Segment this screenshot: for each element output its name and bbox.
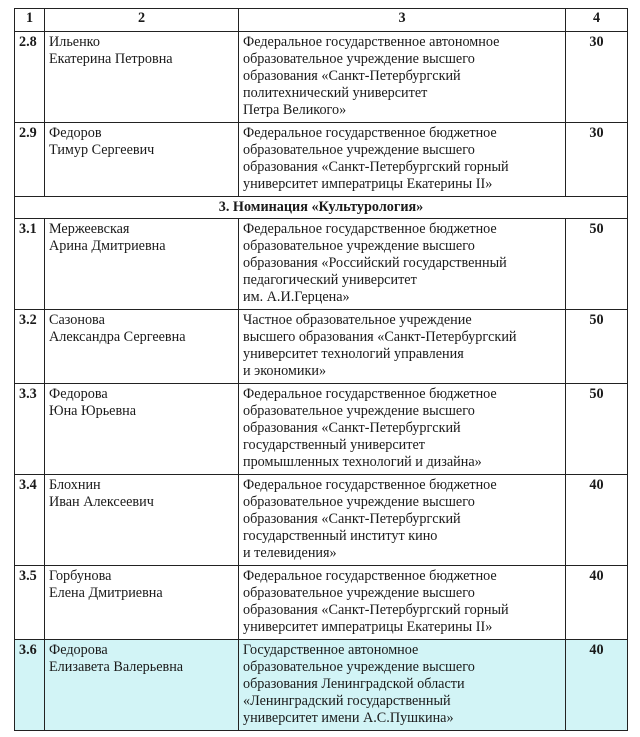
given-names: Арина Дмитриевна xyxy=(49,238,166,254)
row-number: 3.6 xyxy=(15,640,45,731)
table-row-highlighted xyxy=(15,640,628,731)
table-row xyxy=(15,566,628,640)
participant-name xyxy=(45,32,239,123)
header-col-2: 2 xyxy=(45,9,239,32)
score: 40 xyxy=(566,640,628,731)
row-number: 3.2 xyxy=(15,310,45,384)
participant-name xyxy=(45,384,239,475)
org-line: образования «Санкт-Петербургский xyxy=(243,420,461,436)
org-line: образовательное учреждение высшего xyxy=(243,494,475,510)
org-line: образовательное учреждение высшего xyxy=(243,238,475,254)
header-row xyxy=(15,9,628,32)
table-row xyxy=(15,123,628,197)
org-line: «Ленинградский государственный xyxy=(243,693,451,709)
org-line: Частное образовательное учреждение xyxy=(243,312,472,328)
org-line: образования «Санкт-Петербургский горный xyxy=(243,602,509,618)
org-line: Федеральное государственное бюджетное xyxy=(243,386,497,402)
org-line: образования «Санкт-Петербургский горный xyxy=(243,159,509,175)
score: 50 xyxy=(566,219,628,310)
row-number: 3.5 xyxy=(15,566,45,640)
results-table xyxy=(14,8,628,731)
org-line: образовательное учреждение высшего xyxy=(243,659,475,675)
org-line: государственный университет xyxy=(243,437,425,453)
given-names: Екатерина Петровна xyxy=(49,51,173,67)
org-line: Государственное автономное xyxy=(243,642,419,658)
score: 40 xyxy=(566,475,628,566)
score: 40 xyxy=(566,566,628,640)
given-names: Иван Алексеевич xyxy=(49,494,154,510)
row-number: 3.4 xyxy=(15,475,45,566)
participant-name xyxy=(45,310,239,384)
org-line: Федеральное государственное бюджетное xyxy=(243,477,497,493)
row-number: 3.3 xyxy=(15,384,45,475)
organization xyxy=(239,123,566,197)
org-line: образования «Российский государственный xyxy=(243,255,507,271)
surname: Мержеевская xyxy=(49,221,130,237)
score: 50 xyxy=(566,310,628,384)
org-line: образования «Санкт-Петербургский xyxy=(243,68,461,84)
surname: Горбунова xyxy=(49,568,112,584)
org-line: образовательное учреждение высшего xyxy=(243,142,475,158)
org-line: и телевидения» xyxy=(243,545,337,561)
org-line: образовательное учреждение высшего xyxy=(243,403,475,419)
row-number: 2.8 xyxy=(15,32,45,123)
surname: Сазонова xyxy=(49,312,105,328)
participant-name xyxy=(45,219,239,310)
org-line: Федеральное государственное автономное xyxy=(243,34,500,50)
participant-name xyxy=(45,123,239,197)
org-line: Федеральное государственное бюджетное xyxy=(243,568,497,584)
org-line: университет технологий управления xyxy=(243,346,464,362)
org-line: университет императрицы Екатерины II» xyxy=(243,619,493,635)
organization xyxy=(239,310,566,384)
org-line: политехнический университет xyxy=(243,85,428,101)
surname: Блохнин xyxy=(49,477,101,493)
participant-name xyxy=(45,640,239,731)
org-line: промышленных технологий и дизайна» xyxy=(243,454,482,470)
given-names: Юна Юрьевна xyxy=(49,403,137,419)
org-line: образования «Санкт-Петербургский xyxy=(243,511,461,527)
org-line: образования Ленинградской области xyxy=(243,676,465,692)
given-names: Елизавета Валерьевна xyxy=(49,659,184,675)
section-row xyxy=(15,197,628,219)
row-number: 2.9 xyxy=(15,123,45,197)
header-col-3: 3 xyxy=(239,9,566,32)
score: 30 xyxy=(566,32,628,123)
org-line: университет имени А.С.Пушкина» xyxy=(243,710,454,726)
score: 50 xyxy=(566,384,628,475)
org-line: Федеральное государственное бюджетное xyxy=(243,221,497,237)
table-row xyxy=(15,310,628,384)
organization xyxy=(239,566,566,640)
surname: Федорова xyxy=(49,642,108,658)
score: 30 xyxy=(566,123,628,197)
given-names: Елена Дмитриевна xyxy=(49,585,163,601)
org-line: высшего образования «Санкт-Петербургский xyxy=(243,329,517,345)
org-line: образовательное учреждение высшего xyxy=(243,51,475,67)
org-line: Федеральное государственное бюджетное xyxy=(243,125,497,141)
given-names: Александра Сергеевна xyxy=(49,329,186,345)
table-row xyxy=(15,384,628,475)
org-line: Петра Великого» xyxy=(243,102,347,118)
organization xyxy=(239,384,566,475)
surname: Федорова xyxy=(49,386,108,402)
organization xyxy=(239,475,566,566)
header-col-1: 1 xyxy=(15,9,45,32)
section-title: 3. Номинация «Культурология» xyxy=(15,197,628,219)
org-line: образовательное учреждение высшего xyxy=(243,585,475,601)
header-col-4: 4 xyxy=(566,9,628,32)
participant-name xyxy=(45,475,239,566)
organization xyxy=(239,219,566,310)
organization xyxy=(239,32,566,123)
row-number: 3.1 xyxy=(15,219,45,310)
org-line: педагогический университет xyxy=(243,272,417,288)
org-line: университет императрицы Екатерины II» xyxy=(243,176,493,192)
table-row xyxy=(15,219,628,310)
participant-name xyxy=(45,566,239,640)
org-line: им. А.И.Герцена» xyxy=(243,289,350,305)
organization xyxy=(239,640,566,731)
surname: Федоров xyxy=(49,125,102,141)
table-row xyxy=(15,475,628,566)
org-line: и экономики» xyxy=(243,363,327,379)
given-names: Тимур Сергеевич xyxy=(49,142,155,158)
table-row xyxy=(15,32,628,123)
surname: Ильенко xyxy=(49,34,100,50)
org-line: государственный институт кино xyxy=(243,528,438,544)
